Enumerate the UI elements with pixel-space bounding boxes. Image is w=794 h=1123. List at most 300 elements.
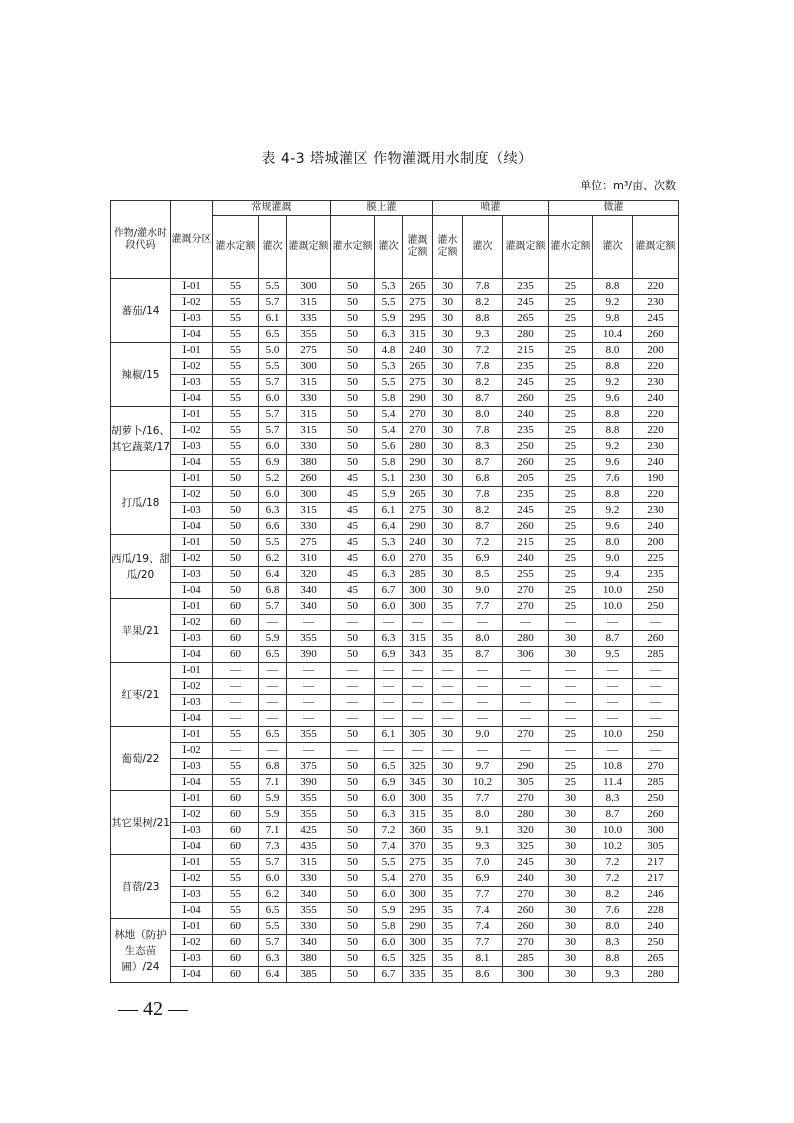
value-cell: 25	[549, 407, 593, 423]
zone-cell: Ⅰ-03	[171, 503, 213, 519]
table-row	[111, 551, 679, 567]
value-cell: 9.2	[593, 295, 633, 311]
value-cell: 5.5	[259, 359, 287, 375]
value-cell: 30	[549, 951, 593, 967]
value-cell: 8.2	[463, 375, 503, 391]
value-cell: 25	[549, 455, 593, 471]
value-cell: 55	[213, 439, 259, 455]
zone-cell: Ⅰ-04	[171, 711, 213, 727]
value-cell: 30	[433, 407, 463, 423]
value-cell: 6.7	[375, 967, 403, 983]
value-cell: 230	[633, 295, 679, 311]
table-row	[111, 663, 679, 679]
value-cell: —	[213, 695, 259, 711]
header-group-sprinkler: 喷灌	[433, 201, 549, 216]
header-sub-quota: 灌水定额	[213, 216, 259, 279]
value-cell: 8.2	[463, 503, 503, 519]
value-cell: 345	[403, 775, 433, 791]
value-cell: 9.8	[593, 311, 633, 327]
table-row	[111, 855, 679, 871]
value-cell: 255	[503, 567, 549, 583]
value-cell: 7.4	[463, 903, 503, 919]
value-cell: 6.4	[259, 967, 287, 983]
value-cell: —	[593, 663, 633, 679]
value-cell: 300	[403, 887, 433, 903]
value-cell: 6.8	[259, 759, 287, 775]
value-cell: —	[549, 679, 593, 695]
value-cell: 5.9	[375, 903, 403, 919]
value-cell: 6.3	[375, 567, 403, 583]
value-cell: 25	[549, 391, 593, 407]
value-cell: 5.7	[259, 423, 287, 439]
value-cell: 45	[331, 567, 375, 583]
value-cell: 30	[433, 727, 463, 743]
value-cell: 300	[403, 935, 433, 951]
value-cell: 50	[331, 631, 375, 647]
value-cell: —	[433, 695, 463, 711]
page-number: — 42 —	[118, 998, 188, 1020]
value-cell: 6.0	[375, 551, 403, 567]
table-row	[111, 919, 679, 935]
value-cell: 325	[403, 759, 433, 775]
table-row	[111, 535, 679, 551]
value-cell: 6.3	[375, 327, 403, 343]
value-cell: 60	[213, 967, 259, 983]
value-cell: 265	[403, 279, 433, 295]
zone-cell: Ⅰ-03	[171, 951, 213, 967]
value-cell: 315	[287, 503, 331, 519]
crop-name-cell: 苜蓿/23	[111, 855, 171, 919]
value-cell: —	[375, 711, 403, 727]
value-cell: 7.6	[593, 471, 633, 487]
value-cell: 6.5	[259, 727, 287, 743]
value-cell: 7.3	[259, 839, 287, 855]
value-cell: —	[463, 663, 503, 679]
value-cell: 375	[287, 759, 331, 775]
value-cell: 55	[213, 855, 259, 871]
zone-cell: Ⅰ-04	[171, 775, 213, 791]
zone-cell: Ⅰ-01	[171, 471, 213, 487]
crop-name-cell: 其它果树/21	[111, 791, 171, 855]
value-cell: 5.7	[259, 295, 287, 311]
value-cell: 235	[503, 423, 549, 439]
value-cell: 35	[433, 951, 463, 967]
value-cell: 275	[403, 295, 433, 311]
value-cell: 355	[287, 791, 331, 807]
value-cell: 265	[403, 359, 433, 375]
value-cell: 8.0	[593, 343, 633, 359]
value-cell: 25	[549, 359, 593, 375]
value-cell: —	[433, 711, 463, 727]
value-cell: 30	[549, 631, 593, 647]
value-cell: 5.9	[375, 487, 403, 503]
value-cell: 9.2	[593, 375, 633, 391]
value-cell: 25	[549, 551, 593, 567]
table-row	[111, 343, 679, 359]
value-cell: 9.0	[593, 551, 633, 567]
value-cell: 30	[433, 519, 463, 535]
value-cell: 55	[213, 775, 259, 791]
value-cell: —	[287, 663, 331, 679]
value-cell: 25	[549, 759, 593, 775]
value-cell: 50	[331, 423, 375, 439]
value-cell: 60	[213, 935, 259, 951]
value-cell: 50	[331, 359, 375, 375]
value-cell: 290	[403, 391, 433, 407]
value-cell: 8.3	[463, 439, 503, 455]
value-cell: 245	[503, 295, 549, 311]
value-cell: 6.8	[463, 471, 503, 487]
value-cell: 7.7	[463, 791, 503, 807]
value-cell: 35	[433, 839, 463, 855]
value-cell: 240	[503, 551, 549, 567]
value-cell: 217	[633, 871, 679, 887]
value-cell: 8.8	[593, 423, 633, 439]
value-cell: 8.0	[463, 807, 503, 823]
value-cell: 45	[331, 503, 375, 519]
zone-cell: Ⅰ-01	[171, 407, 213, 423]
table-row	[111, 391, 679, 407]
value-cell: 50	[331, 391, 375, 407]
zone-cell: Ⅰ-03	[171, 695, 213, 711]
value-cell: 275	[403, 503, 433, 519]
value-cell: 270	[503, 583, 549, 599]
zone-cell: Ⅰ-01	[171, 727, 213, 743]
value-cell: 343	[403, 647, 433, 663]
crop-name-cell: 葡萄/22	[111, 727, 171, 791]
value-cell: 6.0	[259, 487, 287, 503]
value-cell: 280	[633, 967, 679, 983]
zone-cell: Ⅰ-02	[171, 743, 213, 759]
table-row	[111, 903, 679, 919]
value-cell: 305	[503, 775, 549, 791]
value-cell: 315	[287, 295, 331, 311]
header-group-conventional: 常规灌溉	[213, 201, 331, 216]
value-cell: 30	[549, 791, 593, 807]
value-cell: 340	[287, 887, 331, 903]
value-cell: 10.0	[593, 823, 633, 839]
zone-cell: Ⅰ-04	[171, 391, 213, 407]
table-row	[111, 423, 679, 439]
value-cell: 50	[213, 535, 259, 551]
value-cell: 5.8	[375, 391, 403, 407]
value-cell: 6.9	[463, 871, 503, 887]
value-cell: 50	[331, 455, 375, 471]
value-cell: 45	[331, 535, 375, 551]
value-cell: 8.3	[593, 935, 633, 951]
value-cell: 4.8	[375, 343, 403, 359]
value-cell: 250	[633, 791, 679, 807]
value-cell: 6.9	[375, 775, 403, 791]
zone-cell: Ⅰ-03	[171, 823, 213, 839]
value-cell: 50	[213, 567, 259, 583]
table-row	[111, 375, 679, 391]
table-row	[111, 839, 679, 855]
value-cell: 320	[287, 567, 331, 583]
value-cell: 9.5	[593, 647, 633, 663]
table-row	[111, 519, 679, 535]
value-cell: 10.2	[593, 839, 633, 855]
value-cell: 5.5	[375, 855, 403, 871]
value-cell: 9.6	[593, 391, 633, 407]
value-cell: 50	[331, 951, 375, 967]
value-cell: 285	[633, 647, 679, 663]
value-cell: —	[375, 679, 403, 695]
value-cell: 235	[633, 567, 679, 583]
value-cell: 280	[503, 631, 549, 647]
header-group-micro: 微灌	[549, 201, 679, 216]
value-cell: 10.4	[593, 327, 633, 343]
value-cell: 275	[403, 375, 433, 391]
value-cell: 5.5	[375, 295, 403, 311]
value-cell: 355	[287, 631, 331, 647]
value-cell: 6.4	[375, 519, 403, 535]
zone-cell: Ⅰ-02	[171, 423, 213, 439]
value-cell: —	[259, 615, 287, 631]
value-cell: 380	[287, 455, 331, 471]
value-cell: 260	[633, 631, 679, 647]
value-cell: —	[213, 679, 259, 695]
value-cell: 6.0	[375, 791, 403, 807]
value-cell: —	[433, 663, 463, 679]
value-cell: 25	[549, 519, 593, 535]
table-row	[111, 599, 679, 615]
value-cell: —	[213, 663, 259, 679]
value-cell: 240	[633, 391, 679, 407]
value-cell: —	[259, 695, 287, 711]
zone-cell: Ⅰ-01	[171, 855, 213, 871]
value-cell: —	[403, 711, 433, 727]
value-cell: 5.4	[375, 423, 403, 439]
value-cell: 7.7	[463, 887, 503, 903]
zone-cell: Ⅰ-01	[171, 791, 213, 807]
value-cell: 245	[503, 503, 549, 519]
value-cell: 5.3	[375, 279, 403, 295]
value-cell: —	[287, 743, 331, 759]
value-cell: 35	[433, 903, 463, 919]
value-cell: 7.6	[593, 903, 633, 919]
value-cell: 240	[633, 919, 679, 935]
value-cell: 390	[287, 775, 331, 791]
value-cell: 390	[287, 647, 331, 663]
value-cell: 25	[549, 295, 593, 311]
value-cell: 60	[213, 647, 259, 663]
value-cell: 45	[331, 583, 375, 599]
value-cell: 8.7	[463, 647, 503, 663]
value-cell: 280	[503, 807, 549, 823]
value-cell: 50	[213, 583, 259, 599]
value-cell: 8.2	[593, 887, 633, 903]
value-cell: —	[403, 695, 433, 711]
value-cell: —	[287, 711, 331, 727]
value-cell: 228	[633, 903, 679, 919]
value-cell: 6.8	[259, 583, 287, 599]
value-cell: 315	[287, 375, 331, 391]
value-cell: —	[433, 615, 463, 631]
table-row	[111, 871, 679, 887]
table-row	[111, 567, 679, 583]
value-cell: 8.1	[463, 951, 503, 967]
value-cell: 245	[503, 375, 549, 391]
value-cell: 330	[287, 519, 331, 535]
value-cell: 8.8	[593, 951, 633, 967]
value-cell: 55	[213, 327, 259, 343]
value-cell: 25	[549, 535, 593, 551]
value-cell: 35	[433, 791, 463, 807]
value-cell: 250	[633, 727, 679, 743]
value-cell: 60	[213, 823, 259, 839]
zone-cell: Ⅰ-03	[171, 439, 213, 455]
value-cell: 5.8	[375, 455, 403, 471]
crop-name-cell: 苹果/21	[111, 599, 171, 663]
value-cell: 315	[403, 631, 433, 647]
value-cell: 50	[331, 343, 375, 359]
value-cell: 5.0	[259, 343, 287, 359]
table-row	[111, 487, 679, 503]
value-cell: 35	[433, 823, 463, 839]
value-cell: —	[331, 695, 375, 711]
value-cell: 55	[213, 391, 259, 407]
value-cell: 30	[549, 839, 593, 855]
value-cell: 8.7	[593, 807, 633, 823]
table-row	[111, 759, 679, 775]
value-cell: 270	[503, 935, 549, 951]
value-cell: —	[633, 695, 679, 711]
value-cell: —	[503, 695, 549, 711]
value-cell: 50	[213, 503, 259, 519]
value-cell: 330	[287, 439, 331, 455]
value-cell: 6.5	[259, 647, 287, 663]
value-cell: 6.2	[259, 551, 287, 567]
zone-cell: Ⅰ-02	[171, 615, 213, 631]
value-cell: 235	[503, 487, 549, 503]
value-cell: 285	[633, 775, 679, 791]
value-cell: 240	[503, 871, 549, 887]
value-cell: 55	[213, 871, 259, 887]
value-cell: 9.1	[463, 823, 503, 839]
value-cell: 50	[331, 839, 375, 855]
value-cell: 25	[549, 439, 593, 455]
zone-cell: Ⅰ-01	[171, 919, 213, 935]
value-cell: —	[549, 695, 593, 711]
value-cell: 55	[213, 759, 259, 775]
value-cell: 5.8	[375, 919, 403, 935]
value-cell: 205	[503, 471, 549, 487]
value-cell: 6.1	[259, 311, 287, 327]
value-cell: 6.3	[259, 951, 287, 967]
table-row	[111, 311, 679, 327]
value-cell: 7.8	[463, 487, 503, 503]
value-cell: 30	[433, 583, 463, 599]
value-cell: 330	[287, 871, 331, 887]
crop-name-cell: 打瓜/18	[111, 471, 171, 535]
value-cell: 30	[433, 567, 463, 583]
value-cell: 55	[213, 375, 259, 391]
value-cell: 280	[403, 439, 433, 455]
zone-cell: Ⅰ-03	[171, 631, 213, 647]
value-cell: 10.2	[463, 775, 503, 791]
value-cell: 360	[403, 823, 433, 839]
value-cell: 55	[213, 423, 259, 439]
value-cell: 25	[549, 775, 593, 791]
value-cell: 5.7	[259, 407, 287, 423]
value-cell: 60	[213, 631, 259, 647]
value-cell: 355	[287, 903, 331, 919]
value-cell: 50	[331, 935, 375, 951]
value-cell: 270	[503, 791, 549, 807]
value-cell: 35	[433, 871, 463, 887]
value-cell: 300	[403, 599, 433, 615]
value-cell: 275	[287, 343, 331, 359]
value-cell: 9.3	[463, 839, 503, 855]
value-cell: 25	[549, 375, 593, 391]
value-cell: —	[375, 695, 403, 711]
zone-cell: Ⅰ-02	[171, 295, 213, 311]
value-cell: 55	[213, 359, 259, 375]
value-cell: 265	[503, 311, 549, 327]
table-row	[111, 951, 679, 967]
value-cell: 5.1	[375, 471, 403, 487]
value-cell: 260	[503, 391, 549, 407]
value-cell: 60	[213, 919, 259, 935]
zone-cell: Ⅰ-04	[171, 647, 213, 663]
value-cell: 9.4	[593, 567, 633, 583]
value-cell: 50	[331, 823, 375, 839]
value-cell: 50	[331, 855, 375, 871]
table-row	[111, 743, 679, 759]
value-cell: 215	[503, 343, 549, 359]
value-cell: —	[633, 679, 679, 695]
header-sub-count: 灌次	[593, 216, 633, 279]
value-cell: 8.0	[593, 919, 633, 935]
value-cell: 30	[549, 903, 593, 919]
value-cell: 340	[287, 935, 331, 951]
value-cell: 335	[287, 311, 331, 327]
value-cell: 300	[503, 967, 549, 983]
zone-cell: Ⅰ-03	[171, 311, 213, 327]
value-cell: 50	[213, 519, 259, 535]
value-cell: 50	[331, 647, 375, 663]
value-cell: 295	[403, 903, 433, 919]
value-cell: 60	[213, 807, 259, 823]
value-cell: 45	[331, 471, 375, 487]
value-cell: 60	[213, 951, 259, 967]
value-cell: 6.5	[375, 759, 403, 775]
value-cell: 30	[433, 487, 463, 503]
crop-name-cell: 胡萝卜/16、其它蔬菜/17	[111, 407, 171, 471]
value-cell: 6.1	[375, 503, 403, 519]
value-cell: 290	[403, 919, 433, 935]
value-cell: 8.7	[463, 455, 503, 471]
value-cell: 8.8	[593, 487, 633, 503]
value-cell: 217	[633, 855, 679, 871]
value-cell: 270	[403, 423, 433, 439]
value-cell: 260	[287, 471, 331, 487]
value-cell: 285	[403, 567, 433, 583]
value-cell: —	[287, 679, 331, 695]
value-cell: 340	[287, 599, 331, 615]
value-cell: 8.7	[463, 391, 503, 407]
value-cell: 35	[433, 935, 463, 951]
value-cell: 50	[331, 279, 375, 295]
value-cell: 240	[633, 519, 679, 535]
value-cell: —	[331, 615, 375, 631]
value-cell: 315	[403, 327, 433, 343]
value-cell: 235	[503, 279, 549, 295]
value-cell: 325	[503, 839, 549, 855]
table-title: 表 4-3 塔城灌区 作物灌溉用水制度（续）	[261, 151, 533, 167]
header-group-film: 膜上灌	[331, 201, 433, 216]
